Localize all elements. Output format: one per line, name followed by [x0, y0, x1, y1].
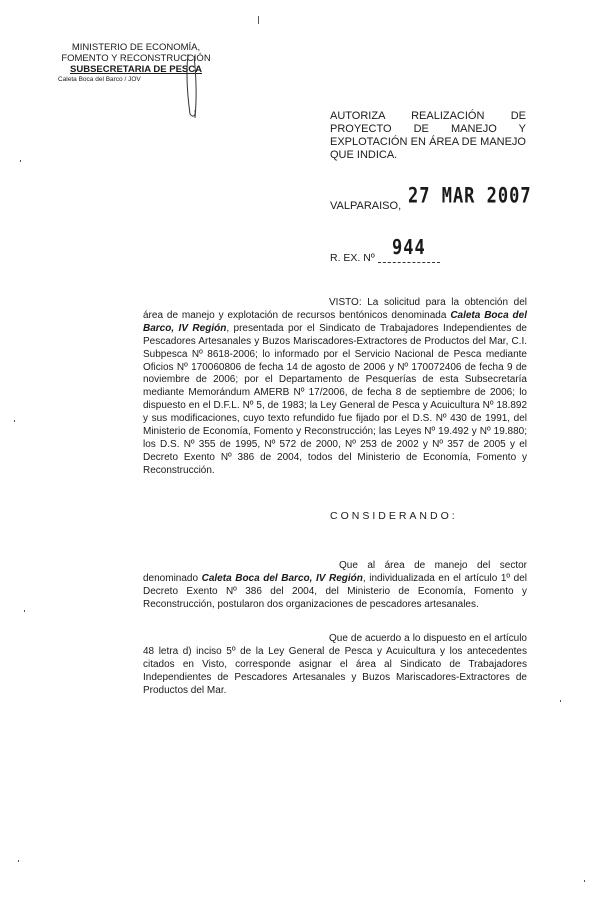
visto-paragraph: [143, 297, 527, 478]
date-stamp: 27 MAR 2007: [408, 183, 532, 209]
visto-lead: VISTO:: [329, 297, 362, 308]
subject-line: PROYECTO DE MANEJO Y: [330, 123, 526, 135]
considerando-paragraph-1: [143, 560, 527, 612]
letterhead-subsecretaria: SUBSECRETARIA DE PESCA: [70, 64, 202, 75]
considerando-paragraph-2: Que de acuerdo a lo dispuesto en el artículo 48 letra d) inciso 5º de la Ley General de Pesca y Acuicultura y los antecedentes citados en Visto, corresponde asignar el área al Sindicato de Trabajadores Independientes de Pescadores Artesanales y Buzos Mariscadores-Extractores de Productos del Mar.: [143, 633, 527, 696]
resolution-number: 944: [392, 236, 426, 260]
place-label: VALPARAISO,: [330, 200, 402, 212]
considerando-1-area-name: Caleta Boca del Barco, IV Región: [201, 572, 363, 584]
resolution-label: R. EX. Nº: [330, 252, 375, 264]
scan-speck: [24, 610, 25, 612]
considerando-heading: CONSIDERANDO:: [330, 510, 458, 522]
resolution-underline: [378, 262, 440, 263]
letterhead-ministry-2: FOMENTO Y RECONSTRUCCIÓN: [61, 53, 211, 64]
visto-text: La solicitud para la obtención del área de manejo y explotación de recursos bentónicos denominada: [143, 297, 527, 321]
scan-speck: [258, 16, 259, 24]
scan-speck: [584, 880, 585, 882]
subject-line: EXPLOTACIÓN EN ÁREA DE MANEJO: [330, 136, 526, 148]
letterhead-ministry: MINISTERIO DE ECONOMÍA,: [71, 42, 201, 53]
scan-speck: [18, 860, 19, 862]
subject-line: AUTORIZA REALIZACIÓN DE: [330, 110, 526, 122]
considerando-1-text-continued: , individualizada en el artículo 1º del Decreto Exento Nº 386 del 2004, del Ministerio de Economía, Fomento y Reconstrucción, postularon dos organizaciones de pescadores artesanales.: [143, 572, 527, 610]
scan-speck: [20, 160, 21, 162]
subject-block: [330, 110, 526, 162]
considerando-1-text: Que al área de manejo del sector denominado: [143, 560, 527, 584]
scan-speck: [560, 700, 561, 702]
letterhead-reference: Caleta Boca del Barco / JOV: [58, 76, 141, 83]
visto-area-name: Caleta Boca del Barco, IV Región: [143, 309, 527, 334]
scan-speck: [14, 420, 15, 422]
visto-text-continued: , presentada por el Sindicato de Trabajadores Independientes de Pescadores Artesanales y Buzos Mariscadores-Extractores de Productos del Mar, C.I. Subpesca Nº 8618-2006; lo informado por el Servicio Nacional de Pesca mediante Oficios Nº 170060806 de fecha 14 de agosto de 2006 y Nº 170072406 de fecha 9 de noviembre de 2006; por el Departamento de Pesquerías de esta Subsecretaría mediante Memorándum AMERB Nº 17/2006, de fecha 8 de septiembre de 2006; lo dispuesto en el D.F.L. Nº 5, de 1983; la Ley General de Pesca y Acuicultura Nº 18.892 y sus modificaciones, cuyo texto refundido fue fijado por el D.S. Nº 430 de 1991, del Ministerio de Economía, Fomento y Reconstrucción; las Leyes Nº 19.492 y Nº 19.880; los D.S. Nº 355 de 1995, Nº 572 de 2000, Nº 253 de 2002 y Nº 357 de 2005 y el Decreto Exento Nº 386 de 2004, todos del Ministerio de Economía, Fomento y Reconstrucción.: [143, 322, 527, 476]
handwritten-initials-mark: [184, 52, 204, 122]
subject-line: QUE INDICA.: [330, 149, 398, 161]
